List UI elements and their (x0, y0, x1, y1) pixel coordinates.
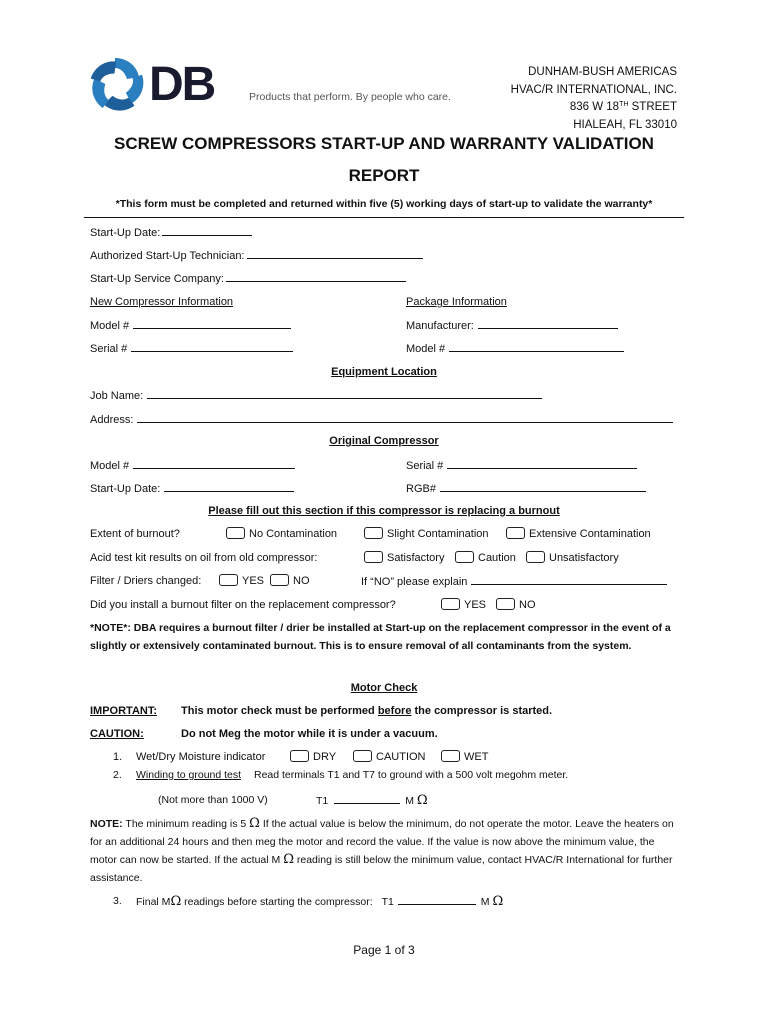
filter-yes-label: YES (242, 575, 265, 587)
company-name-2: HVAC/R INTERNATIONAL, INC. (510, 83, 677, 96)
satisfactory-checkbox[interactable] (364, 551, 383, 563)
item1-number: 1. (113, 751, 123, 763)
burnout-filter-no-label: NO (519, 599, 536, 611)
dry-checkbox[interactable] (290, 750, 309, 762)
new-serial-line[interactable] (131, 341, 293, 352)
winding-test-label: Winding to ground test (136, 769, 242, 781)
motor-check-heading: Motor Check (350, 682, 418, 694)
street-suffix: TH (619, 101, 629, 109)
startup-date-field[interactable] (90, 225, 252, 240)
report-title-line2: REPORT (348, 166, 420, 185)
street-number: 836 W 18 (569, 101, 620, 114)
burnout-filter-yes-label: YES (464, 599, 487, 611)
extensive-contamination-option[interactable] (506, 527, 651, 541)
caution-text: Do not Meg the motor while it is under a vacuum. (181, 728, 438, 740)
caution-option[interactable] (455, 551, 516, 565)
important-text-pre: This motor check must be performed (181, 705, 378, 717)
original-compressor-heading: Original Compressor (329, 435, 439, 447)
filter-driers-label: Filter / Driers changed: (90, 575, 202, 587)
service-company-field[interactable] (90, 271, 406, 286)
satisfactory-label: Satisfactory (387, 552, 445, 564)
moisture-caution-checkbox[interactable] (353, 750, 372, 762)
wet-label: WET (464, 751, 489, 763)
company-logo-text: DB (149, 58, 215, 111)
report-title: SCREW COMPRESSORS START-UP AND WARRANTY VALIDATION (114, 134, 654, 153)
ohm-icon: Ω (492, 894, 504, 909)
dry-label: DRY (313, 751, 337, 763)
new-serial-label: Serial # (90, 343, 128, 355)
technician-label: Authorized Start-Up Technician: (90, 250, 245, 262)
rgb-field[interactable] (406, 481, 646, 496)
orig-startup-field[interactable] (90, 481, 294, 496)
unsatisfactory-option[interactable] (526, 551, 619, 565)
t1-reading-line[interactable] (334, 793, 400, 804)
filter-no-option[interactable] (270, 574, 310, 588)
extent-burnout-label: Extent of burnout? (90, 528, 180, 540)
unsatisfactory-label: Unsatisfactory (549, 552, 619, 564)
if-no-explain-field[interactable] (361, 574, 667, 589)
manufacturer-line[interactable] (478, 318, 618, 329)
manufacturer-field[interactable] (406, 318, 618, 333)
if-no-explain-line[interactable] (471, 574, 667, 585)
final-reading-field[interactable] (136, 894, 503, 909)
final-reading-label-pre: Final M (136, 896, 171, 908)
burnout-filter-no-checkbox[interactable] (496, 598, 515, 610)
ohm-icon: Ω (416, 793, 428, 808)
ohm-icon: Ω (283, 852, 294, 867)
final-reading-label-post: readings before starting the compressor: (181, 896, 373, 908)
unsatisfactory-checkbox[interactable] (526, 551, 545, 563)
city-state-zip: HIALEAH, FL 33010 (573, 119, 677, 132)
company-name: DUNHAM-BUSH AMERICAS (528, 66, 677, 78)
street-address (460, 99, 677, 117)
filter-no-label: NO (293, 575, 310, 587)
t1-unit-m: M (405, 795, 414, 807)
no-contamination-label: No Contamination (249, 528, 338, 540)
filter-yes-checkbox[interactable] (219, 574, 238, 586)
note-text-a: The minimum reading is 5 (122, 818, 250, 830)
equipment-location-heading: Equipment Location (331, 366, 437, 378)
satisfactory-option[interactable] (364, 551, 444, 565)
caution-checkbox[interactable] (455, 551, 474, 563)
company-tagline: Products that perform. By people who care. (249, 91, 451, 103)
new-model-line[interactable] (133, 318, 291, 329)
important-label: IMPORTANT: (90, 705, 158, 717)
item2-number: 2. (113, 769, 122, 781)
startup-date-line[interactable] (162, 225, 252, 236)
technician-field[interactable] (90, 248, 423, 263)
package-model-label: Model # (406, 343, 446, 355)
winding-test-instructions: Read terminals T1 and T7 to ground with a 500 volt megohm meter. (253, 769, 569, 781)
final-t1-line[interactable] (398, 894, 476, 905)
orig-serial-line[interactable] (447, 458, 637, 469)
new-compressor-heading: New Compressor Information (90, 296, 234, 308)
ohm-icon: Ω (170, 894, 182, 909)
slight-contamination-label: Slight Contamination (387, 528, 489, 540)
note-text-c: reading is still below the minimum value, contact HVAC/R International for further assistance. (90, 854, 673, 884)
address-field[interactable] (90, 412, 673, 427)
new-model-label: Model # (90, 320, 130, 332)
filter-yes-option[interactable] (219, 574, 264, 588)
important-text-before: before (377, 705, 412, 717)
filter-no-checkbox[interactable] (270, 574, 289, 586)
service-company-line[interactable] (226, 271, 406, 282)
header-divider (84, 217, 684, 218)
rgb-line[interactable] (440, 481, 646, 492)
orig-model-label: Model # (90, 460, 130, 472)
moisture-caution-label: CAUTION (376, 751, 426, 763)
orig-startup-line[interactable] (164, 481, 294, 492)
t1-reading-field[interactable] (316, 793, 428, 808)
rgb-label: RGB# (406, 483, 436, 495)
t1-label: T1 (316, 795, 329, 807)
company-address (460, 64, 677, 135)
important-text (181, 704, 552, 718)
minimum-reading-note (90, 815, 680, 887)
burnout-filter-no-option[interactable] (496, 598, 536, 612)
orig-model-field[interactable] (90, 458, 295, 473)
burnout-filter-yes-checkbox[interactable] (441, 598, 460, 610)
new-model-field[interactable] (90, 318, 291, 333)
moisture-caution-option[interactable] (353, 750, 426, 764)
dry-option[interactable] (290, 750, 336, 764)
extensive-contamination-label: Extensive Contamination (529, 528, 651, 540)
winding-test-row (136, 768, 568, 782)
completion-notice: *This form must be completed and returned within five (5) working days of start-up to validate the warranty* (115, 198, 653, 210)
address-line[interactable] (137, 412, 673, 423)
burnout-filter-yes-option[interactable] (441, 598, 486, 612)
address-label: Address: (90, 414, 134, 426)
service-company-label: Start-Up Service Company: (90, 273, 224, 285)
slight-contamination-option[interactable] (364, 527, 489, 541)
ohm-icon: Ω (249, 816, 260, 831)
technician-line[interactable] (247, 248, 423, 259)
job-name-field[interactable] (90, 388, 542, 403)
caution-label-heading: CAUTION: (90, 728, 144, 740)
no-contamination-option[interactable] (226, 527, 337, 541)
page-number: Page 1 of 3 (353, 943, 415, 957)
orig-serial-field[interactable] (406, 458, 637, 473)
package-heading: Package Information (406, 296, 507, 308)
final-t1-label: T1 (381, 896, 394, 908)
moisture-indicator-label: Wet/Dry Moisture indicator (136, 751, 266, 763)
new-serial-field[interactable] (90, 341, 293, 356)
orig-model-line[interactable] (133, 458, 295, 469)
caution-label: Caution (478, 552, 516, 564)
if-no-explain-label: If “NO” please explain (361, 576, 468, 588)
startup-date-label: Start-Up Date: (90, 227, 161, 239)
item3-number: 3. (113, 895, 122, 907)
job-name-label: Job Name: (90, 390, 144, 402)
note-text-b: If the actual value is below the minimum, do not operate the motor. Leave the heaters on for an additional 24 hours and then meg the motor and record the value. If the value is now above the minimum value, the motor can now be started. If the actual M (90, 818, 674, 866)
company-logo-mark (88, 56, 146, 114)
wet-option[interactable] (441, 750, 488, 764)
note-label: NOTE: (90, 818, 123, 830)
manufacturer-label: Manufacturer: (406, 320, 474, 332)
voltage-limit-text: (Not more than 1000 V) (158, 794, 268, 806)
street-name: STREET (628, 101, 677, 114)
job-name-line[interactable] (147, 388, 542, 399)
orig-startup-label: Start-Up Date: (90, 483, 161, 495)
wet-checkbox[interactable] (441, 750, 460, 762)
package-model-line[interactable] (449, 341, 624, 352)
burnout-filter-question: Did you install a burnout filter on the replacement compressor? (90, 599, 396, 611)
orig-serial-label: Serial # (406, 460, 444, 472)
acid-test-label: Acid test kit results on oil from old compressor: (90, 552, 318, 564)
burnout-filter-note: *NOTE*: DBA requires a burnout filter / drier be installed at Start-up on the replacement compressor in the event of a slightly or extensively contaminated burnout. This is to ensure removal of all contaminants from the system. (90, 622, 671, 652)
important-text-post: the compressor is started. (411, 705, 553, 717)
extensive-contamination-checkbox[interactable] (506, 527, 525, 539)
final-unit-m: M (480, 896, 490, 908)
burnout-heading: Please fill out this section if this compressor is replacing a burnout (208, 505, 560, 517)
no-contamination-checkbox[interactable] (226, 527, 245, 539)
package-model-field[interactable] (406, 341, 624, 356)
slight-contamination-checkbox[interactable] (364, 527, 383, 539)
